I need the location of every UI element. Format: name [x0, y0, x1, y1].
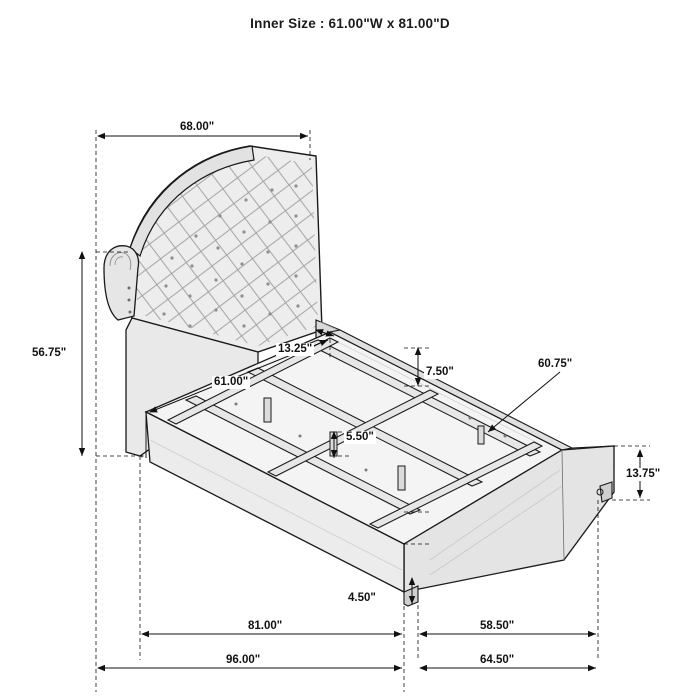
bed-illustration: [104, 146, 614, 606]
dimension-label-side-span: 58.50": [480, 620, 515, 632]
dimension-label-side-rail-height: 13.75": [626, 468, 661, 480]
dimension-label-leg-height: 4.50": [348, 592, 376, 604]
dimension-label-headboard-height: 56.75": [32, 347, 67, 359]
dimension-label-overall-depth: 96.00": [226, 654, 261, 666]
dimension-label-rail-depth: 60.75": [538, 358, 573, 370]
dimension-label-slat-gap: 13.25": [278, 343, 313, 355]
dimension-label-headboard-width: 68.00": [180, 121, 215, 133]
dimension-label-inner-depth: 81.00": [248, 620, 283, 632]
dimension-label-inner-width: 61.00": [214, 376, 249, 388]
dimension-label-deck-to-rail: 7.50": [426, 366, 454, 378]
dimension-label-center-support-height: 5.50": [346, 431, 374, 443]
page-title: Inner Size : 61.00"W x 81.00"D: [250, 16, 450, 31]
dimension-label-overall-side: 64.50": [480, 654, 515, 666]
